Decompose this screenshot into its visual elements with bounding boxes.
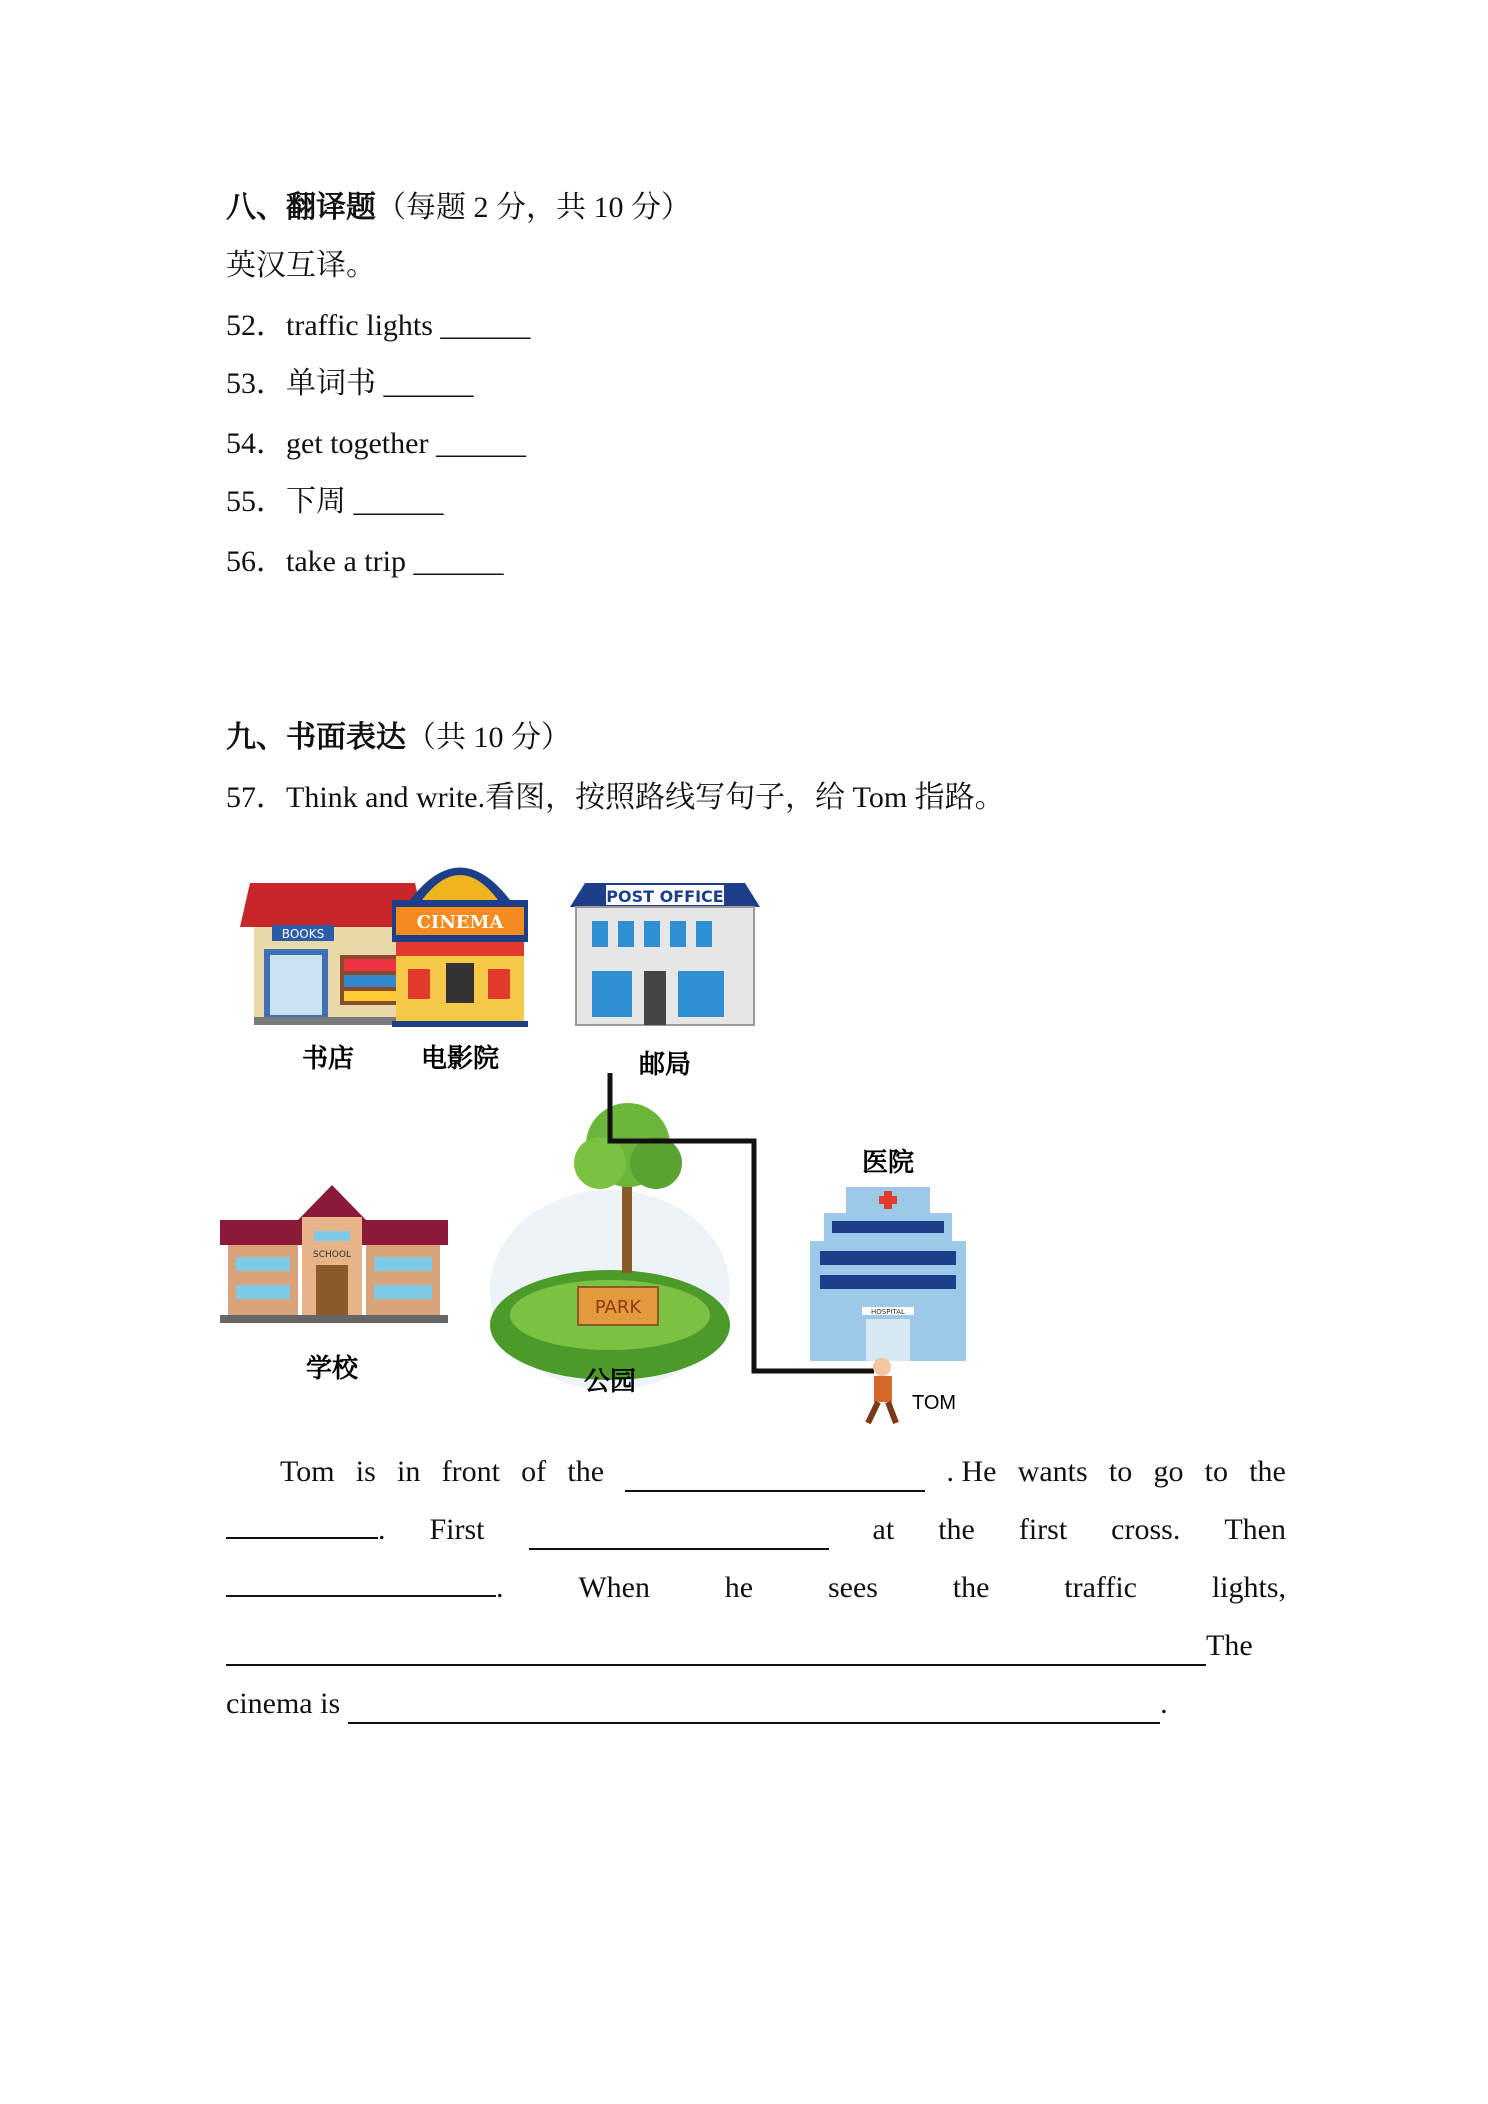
word: is [355,1455,376,1488]
section-8-score: （每题 2 分，共 10 分） [376,191,691,224]
tom-figure [868,1358,896,1423]
route-map [220,845,1020,1435]
word: first [1018,1513,1068,1546]
word: First [429,1513,485,1546]
cinema-sign: CINEMA [416,912,504,933]
bookstore-caption: 书店 [301,1044,355,1074]
answer-blank[interactable] [625,1460,925,1492]
park-caption: 公园 [583,1367,637,1397]
word: the [938,1513,975,1546]
word: to [1108,1455,1133,1488]
question-number: 52． [226,309,286,342]
passage-row-5 [226,1684,1286,1724]
question-number: 53． [226,367,286,400]
answer-blank[interactable]: ______ [440,309,531,342]
question-text: 单词书 [286,367,376,400]
question-text: 下周 [286,485,346,518]
writing-passage [226,1452,1286,1724]
answer-blank[interactable]: ______ [353,485,444,518]
answer-blank[interactable] [226,1634,1206,1666]
answer-blank[interactable]: ______ [435,427,526,460]
section-8-title: 八、翻译题 [226,190,376,225]
word: in [397,1455,421,1488]
passage-row-3 [226,1568,1286,1608]
word: the [952,1571,990,1604]
word: front [441,1455,500,1488]
hospital-sign: HOSPITAL [871,1308,905,1316]
section-8-instruction: 英汉互译。 [226,249,376,282]
word: lights, [1211,1571,1286,1604]
word: Then [1224,1513,1286,1546]
word: the [567,1455,605,1488]
question-55 [226,482,444,522]
section-9-score: （共 10 分） [406,721,571,754]
question-number: 54． [226,427,286,460]
word: wants [1017,1455,1088,1488]
answer-blank[interactable]: ______ [413,545,504,578]
section-8-heading [226,188,691,228]
bookstore-sign: BOOKS [281,927,325,941]
word: he [724,1571,754,1604]
word: traffic [1064,1571,1137,1604]
answer-blank[interactable] [529,1518,829,1550]
park-sign: PARK [594,1297,642,1318]
hospital-illustration [810,1187,966,1361]
question-52 [226,306,530,346]
school-illustration [220,1185,448,1323]
word: . He [946,1455,997,1488]
passage-row-4 [226,1626,1286,1666]
question-56 [226,542,503,582]
post-office-sign: POST OFFICE [606,887,724,906]
question-57: 57．Think and write.看图，按照路线写句子，给 Tom 指路。 [226,781,1005,814]
word: to [1204,1455,1228,1488]
post-office-caption: 邮局 [638,1050,692,1080]
answer-blank[interactable]: ______ [383,367,474,400]
school-caption: 学校 [305,1354,359,1384]
section-9-title: 九、书面表达 [226,720,406,755]
word: of [521,1455,547,1488]
hospital-caption: 医院 [861,1148,915,1178]
word: sees [827,1571,878,1604]
word: . [496,1571,504,1604]
question-text: traffic lights [286,309,433,342]
word: at [872,1513,895,1546]
word: When [578,1571,650,1604]
answer-blank[interactable] [348,1692,1160,1724]
question-number: 56． [226,545,286,578]
word: cinema is [226,1687,341,1720]
section-9-heading [226,718,571,758]
question-53 [226,364,474,404]
question-number: 55． [226,485,286,518]
question-text: get together [286,427,429,460]
passage-row-1 [226,1452,1286,1492]
park-illustration [490,1103,730,1390]
answer-blank[interactable] [226,1507,378,1539]
school-sign: SCHOOL [313,1250,351,1260]
word: cross. [1111,1513,1181,1546]
tom-label: TOM [912,1392,957,1414]
question-text: take a trip [286,545,406,578]
word: . [378,1513,386,1546]
word: the [1249,1455,1286,1488]
word: Tom [280,1455,335,1488]
word: . [1160,1687,1168,1720]
question-54 [226,424,526,464]
passage-row-2 [226,1510,1286,1550]
cinema-caption: 电影院 [420,1044,500,1074]
post-office-illustration [570,883,760,1025]
answer-blank[interactable] [226,1565,496,1597]
word: go [1153,1455,1184,1488]
word: The [1206,1629,1253,1662]
